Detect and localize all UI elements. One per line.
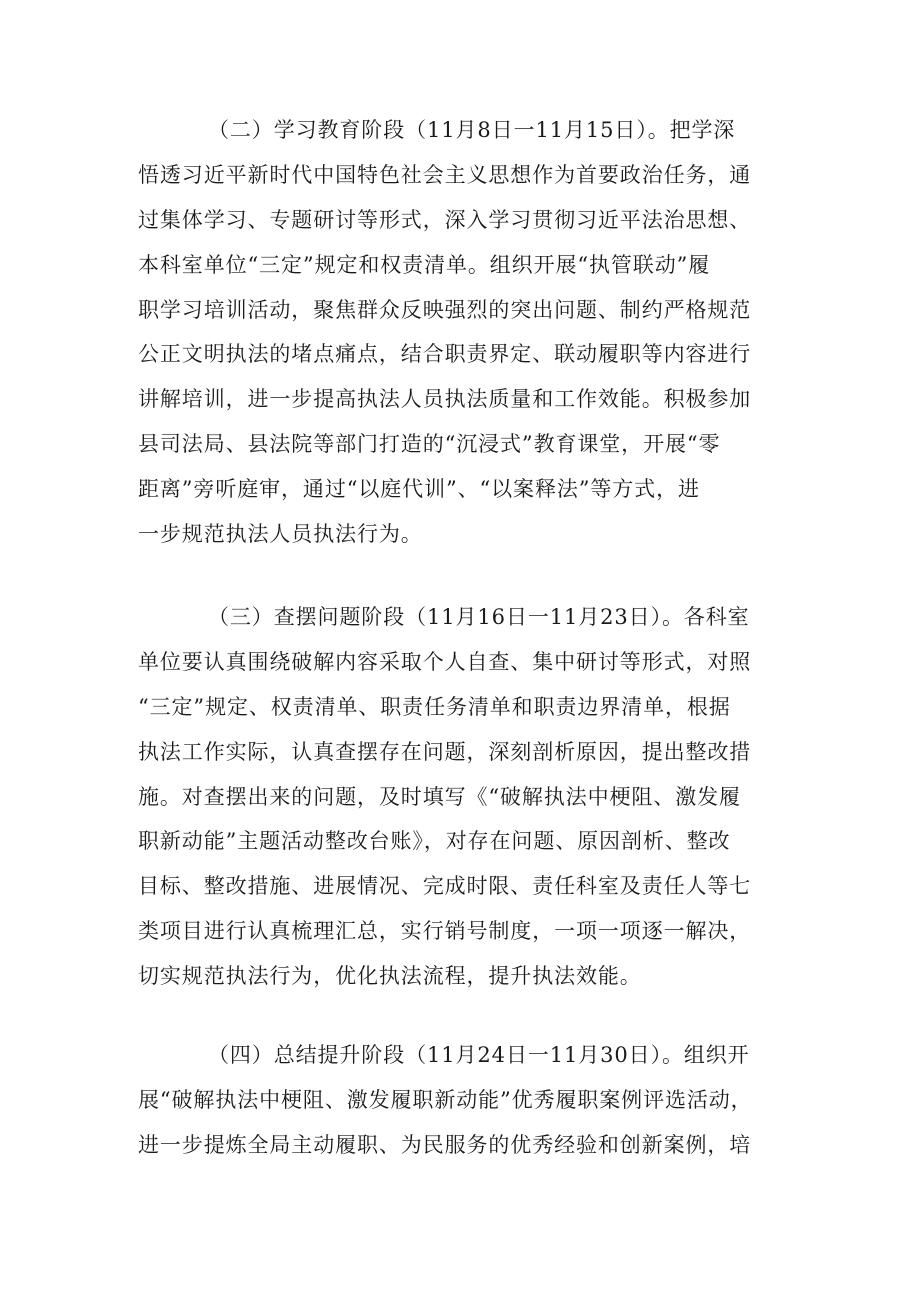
paragraph-line: 单位要认真围绕破解内容采取个人自查、集中研讨等形式，对照 <box>138 649 752 674</box>
paragraph-line: （二）学习教育阶段（11月8日一11月15日）。把学深 <box>208 118 736 142</box>
paragraph-line: （三）查摆问题阶段（11月16日一11月23日）。各科室 <box>208 605 750 629</box>
paragraph-line: 执法工作实际，认真查摆存在问题，深刻剖析原因，提出整改措 <box>138 739 752 764</box>
paragraph-line: 讲解培训，进一步提高执法人员执法质量和工作效能。积极参加 <box>138 387 752 412</box>
paragraph-line: 过集体学习、专题研讨等形式，深入学习贯彻习近平法治思想、 <box>138 207 752 232</box>
paragraph-line: 本科室单位“三定”规定和权责清单。组织开展“执管联动”履 <box>138 252 711 277</box>
paragraph-line: 悟透习近平新时代中国特色社会主义思想作为首要政治任务，通 <box>138 162 752 187</box>
paragraph-line: 进一步提炼全局主动履职、为民服务的优秀经验和创新案例，培 <box>138 1132 752 1157</box>
paragraph-line: （四）总结提升阶段（11月24日一11月30日）。组织开 <box>208 1043 750 1067</box>
paragraph-line: 职新动能”主题活动整改台账》，对存在问题、原因剖析、整改 <box>138 829 731 854</box>
paragraph-line: 距离”旁听庭审，通过“以庭代训”、“以案释法”等方式，进 <box>138 477 700 502</box>
paragraph-line: 类项目进行认真梳理汇总，实行销号制度，一项一项逐一解决， <box>138 919 752 944</box>
paragraph-summary-stage <box>138 1033 798 1168</box>
paragraph-line: 公正文明执法的堵点痛点，结合职责界定、联动履职等内容进行 <box>138 342 752 367</box>
paragraph-line: “三定”规定、权责清单、职责任务清单和职责边界清单，根据 <box>138 694 731 719</box>
paragraph-line: 施。对查摆出来的问题，及时填写《“破解执法中梗阻、激发履 <box>138 784 741 809</box>
paragraph-line: 一步规范执法人员执法行为。 <box>138 522 423 547</box>
paragraph-learning-stage <box>138 108 798 557</box>
paragraph-problem-finding-stage <box>138 595 798 999</box>
paragraph-line: 切实规范执法行为，优化执法流程，提升执法效能。 <box>138 964 642 989</box>
paragraph-line: 职学习培训活动，聚焦群众反映强烈的突出问题、制约严格规范 <box>138 297 752 322</box>
paragraph-line: 展“破解执法中梗阻、激发履职新动能”优秀履职案例评选活动， <box>138 1087 753 1112</box>
paragraph-line: 目标、整改措施、进展情况、完成时限、责任科室及责任人等七 <box>138 874 752 899</box>
paragraph-line: 县司法局、县法院等部门打造的“沉浸式”教育课堂，开展“零 <box>138 432 721 457</box>
